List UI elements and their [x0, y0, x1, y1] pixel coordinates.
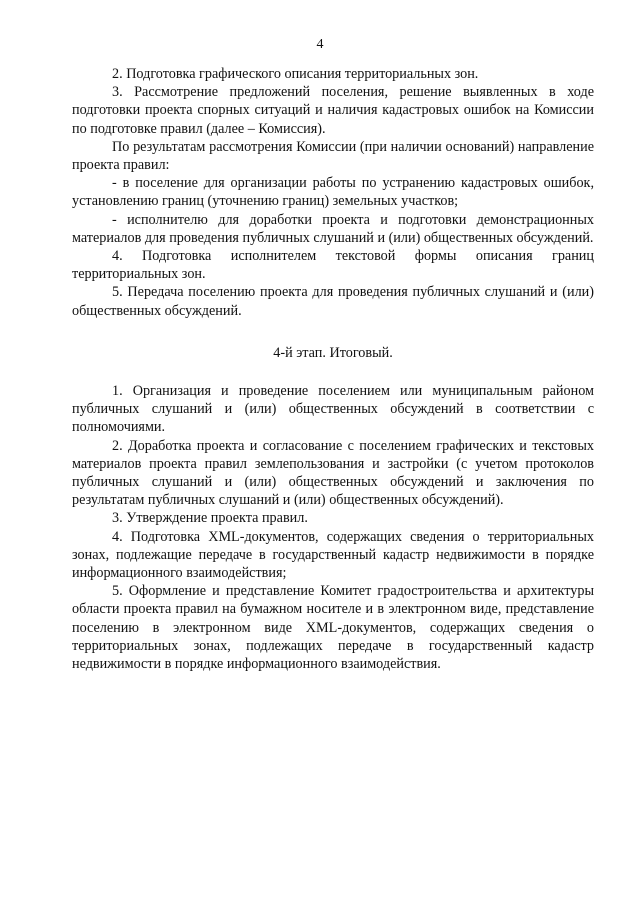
- final-item-1: 1. Организация и проведение поселением или муниципальным районом публичных слушаний и (или) общественных обсуждений в соответствии с полномочиями.: [72, 383, 594, 436]
- paragraph-dash-executor: - исполнителю для доработки проекта и подготовки демонстрационных материалов для проведения публичных слушаний и (или) общественных обсуждений.: [72, 211, 594, 246]
- final-item-2: 2. Доработка проекта и согласование с поселением графических и текстовых материалов проекта правил землепользования и застройки (с учетом протоколов публичных слушаний и (или) общественных обсуждений и заключения по результатам публичных слушаний и (или) общественных обсуждений).: [72, 437, 594, 509]
- page-number: 4: [316, 37, 324, 52]
- paragraph-item-5: 5. Передача поселению проекта для проведения публичных слушаний и (или) общественных обсуждений.: [72, 284, 594, 319]
- paragraph-item-3: 3. Рассмотрение предложений поселения, решение выявленных в ходе подготовки проекта спорных ситуаций и наличия кадастровых ошибок на Комиссии по подготовке правил (далее – Комиссия).: [72, 84, 594, 137]
- paragraph-commission-results: По результатам рассмотрения Комиссии (при наличии оснований) направление проекта правил:: [72, 138, 594, 174]
- document-body: [72, 65, 594, 673]
- final-item-3: 3. Утверждение проекта правил.: [112, 510, 308, 527]
- paragraph-dash-settlement: - в поселение для организации работы по устранению кадастровых ошибок, установлению границ (уточнению границ) земельных участков;: [72, 175, 594, 210]
- final-item-5: 5. Оформление и представление Комитет градостроительства и архитектуры области проекта правил на бумажном носителе и в электронном виде, представление поселению в электронном виде XML-документов, содержащих сведения о территориальных зонах, подлежащих передаче в государственный кадастр недвижимости в порядке информационного взаимодействия.: [72, 583, 594, 673]
- paragraph-item-4: 4. Подготовка исполнителем текстовой формы описания границ территориальных зон.: [72, 248, 594, 283]
- stage-title: 4-й этап. Итоговый.: [273, 344, 393, 361]
- paragraph-item-2: 2. Подготовка графического описания территориальных зон.: [112, 66, 479, 82]
- final-item-4: 4. Подготовка XML-документов, содержащих сведения о территориальных зонах, подлежащие передаче в государственный кадастр недвижимости в порядке информационного взаимодействия;: [72, 528, 594, 582]
